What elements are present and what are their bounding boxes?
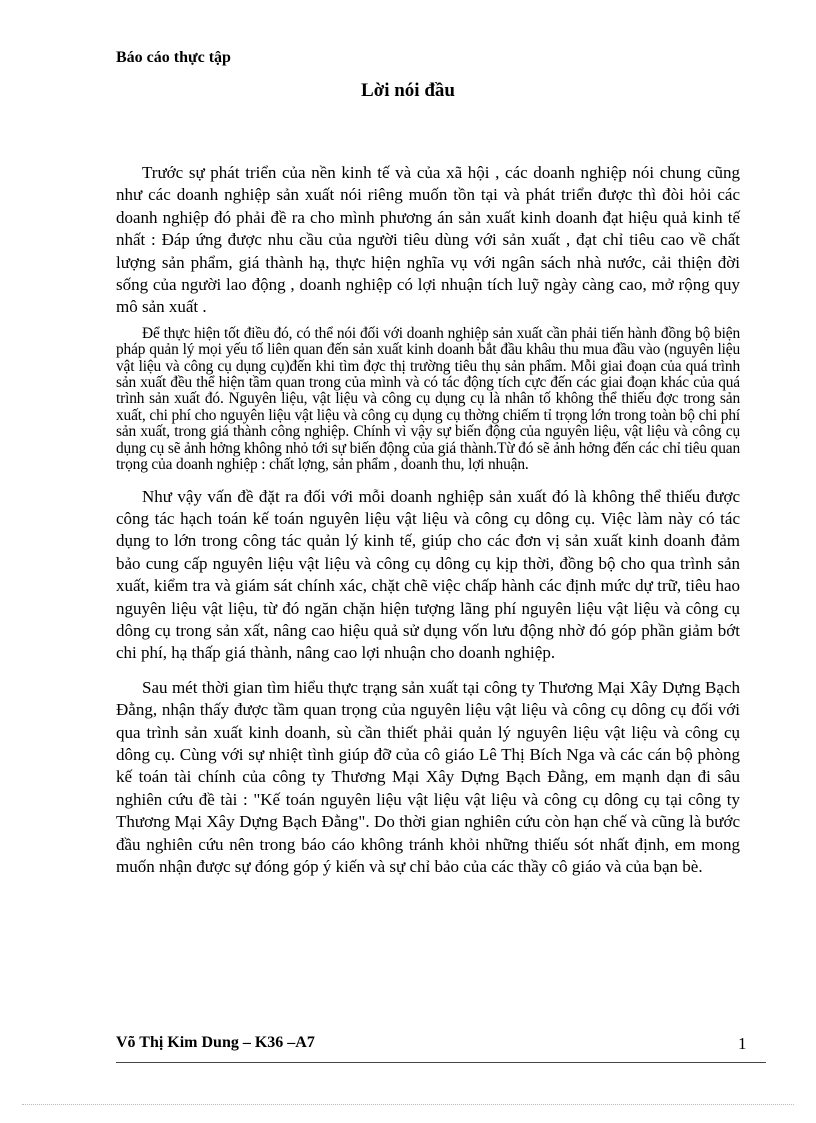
report-header: Báo cáo thực tập — [116, 49, 231, 66]
paragraph-accounting: Như vậy vấn đề đặt ra đối với mỗi doanh nghiệp sản xuất đó là không thể thiếu được công tác hạch toán kế toán nguyên liệu vật liệu và công cụ dông cụ. Việc làm này có tác dụng to lớn trong công tác quản lý kinh tế, giúp cho các đơn vị sản xuất kinh doanh đảm bảo cung cấp nguyên liệu vật liệu và công cụ dông cụ kịp thời, đồng bộ cho qua trình sản xuất, kiểm tra và giám sát chính xác, chặt chẽ việc chấp hành các định mức dự trữ, tiêu hao nguyên liệu vật liệu, từ đó ngăn chặn hiện tượng lãng phí nguyên liệu vật liệu và công cụ dông cụ trong sản xất, nâng cao hiệu quả sử dụng vốn lưu động nhờ đó góp phần giảm bớt chi phí, hạ thấp giá thành, nâng cao lợi nhuận cho doanh nghiệp. — [116, 486, 740, 663]
paragraph-research: Sau mét thời gian tìm hiểu thực trạng sản xuất tại công ty Thương Mại Xây Dựng Bạch Đằng, nhận thấy được tầm quan trọng của nguyên liệu vật liệu và công cụ dông cụ đối với qua trình sản xuất kinh doanh, sù cần thiết phải quản lý nguyên liệu vật liệu và công cụ dông cụ. Cùng với sự nhiệt tình giúp đỡ của cô giáo Lê Thị Bích Nga và các cán bộ phòng kế toán tài chính của công ty Thương Mại Xây Dựng Bạch Đằng, em mạnh dạn đi sâu nghiên cứu đề tài : "Kế toán nguyên liệu vật liệu vật liệu và công cụ dông cụ tại công ty Thương Mại Xây Dựng Bạch Đằng". Do thời gian nghiên cứu còn hạn chế và cũng là bước đầu nghiên cứu nên trong báo cáo không tránh khỏi những thiếu sót nhất định, em mong muốn nhận được sự đóng góp ý kiến và sự chỉ bảo của các thầy cô giáo và của bạn bè. — [116, 677, 740, 876]
page-bottom-border — [22, 1104, 794, 1105]
footer-author: Võ Thị Kim Dung – K36 –A7 — [116, 1034, 315, 1051]
document-body — [116, 162, 740, 878]
footer-divider — [116, 1062, 766, 1063]
paragraph-intro: Trước sự phát triển của nền kinh tế và của xã hội , các doanh nghiệp nói chung cũng như các doanh nghiệp sản xuất nói riêng muốn tồn tại và phát triển được thì đòi hỏi các doanh nghiệp đó phải đề ra cho mình phương án sản xuất kinh doanh đạt hiệu quả kinh tế nhất : Đáp ứng được nhu cầu của người tiêu dùng với sản xuất , đạt chỉ tiêu cao về chất lượng sản phẩm, giá thành hạ, thực hiện nghĩa vụ với ngân sách nhà nước, cải thiện đời sống của người lao động , doanh nghiệp có lợi nhuận tích luỹ ngày càng cao, mở rộng quy mô sản xuất . — [116, 163, 740, 317]
page-title: Lời nói đầu — [361, 80, 455, 101]
paragraph-management: Để thực hiện tốt điều đó, có thể nói đối với doanh nghiệp sản xuất cần phải tiến hành đồng bộ biện pháp quản lý mọi yếu tố liên quan đến sản xuất kinh doanh bắt đầu khâu thu mua đầu vào (nguyên liệu vật liệu và công cụ dụng cụ)đến khi tìm đợc thị trường tiêu thụ sản phẩm. Mỗi giai đoạn của quá trình sản xuất đều thể hiện tầm quan trong của mình và có tác động tích cực đến các giai đoạn khác của quá trình sản xuất đó. Nguyên liệu, vật liệu và công cụ dụng cụ là nhân tố không thể thiếu đợc trong sản xuất, chi phí cho nguyên liệu vật liệu và công cụ dụng cụ thờng chiếm tỉ trọng lớn trong toàn bộ chi phí sản xuất, trong giá thành công nghiệp. Chính vì vậy sự biến động của nguyên liệu, vật liệu và công cụ dụng cụ sẽ ảnh hởng không nhỏ tới sự biến động của giá thành.Từ đó sẽ ảnh hởng đến các chỉ tiêu quan trọng của doanh nghiệp : chất lợng, sản phẩm , doanh thu, lợi nhuận. — [116, 324, 740, 474]
page-number: 1 — [738, 1034, 747, 1053]
